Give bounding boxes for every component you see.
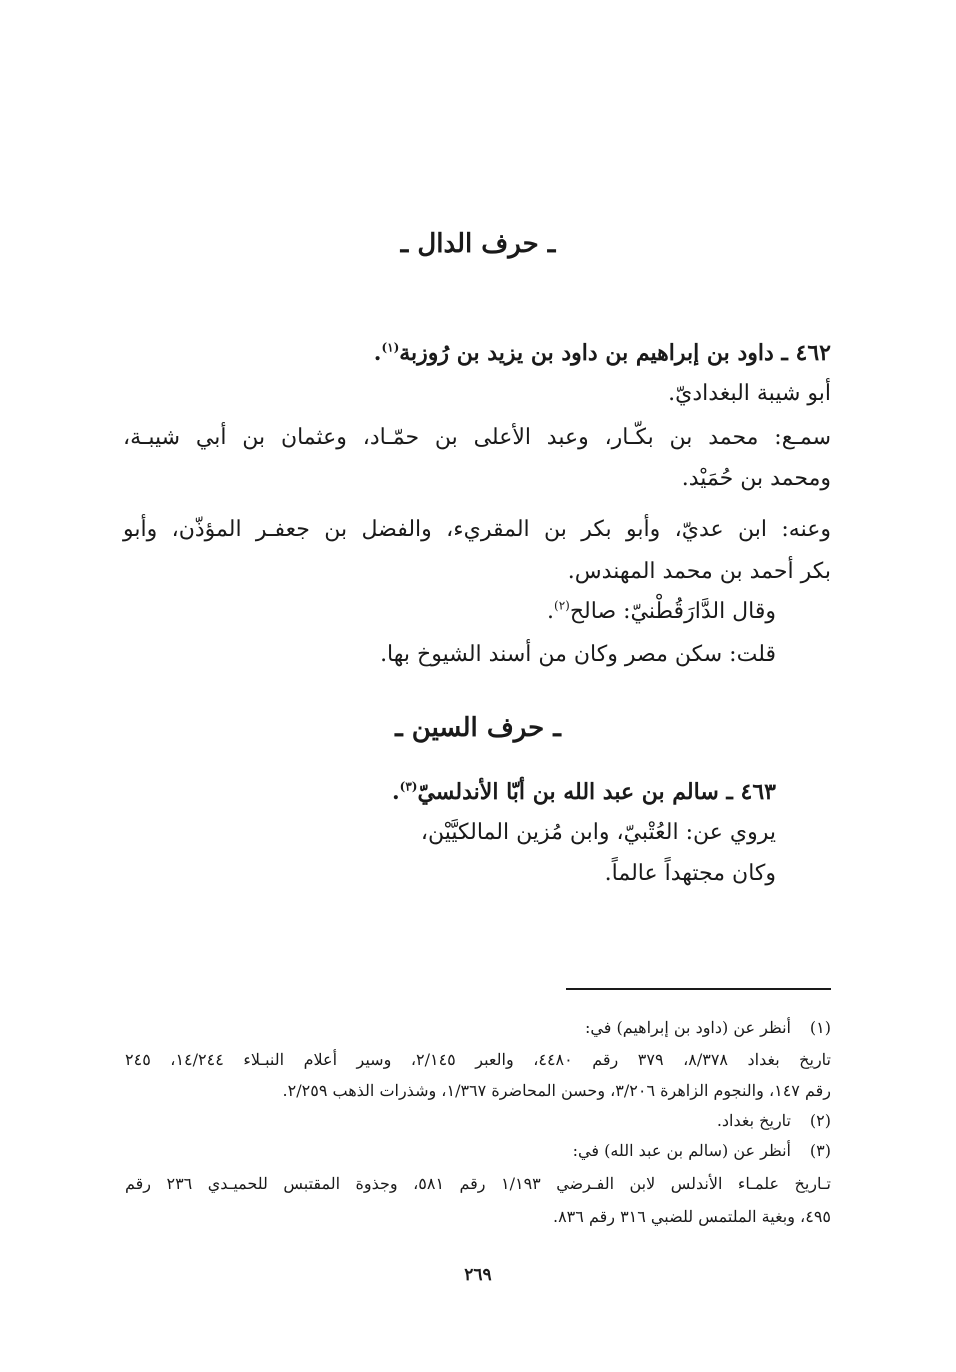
entry-463-description: وكان مجتهداً عالماً. xyxy=(604,861,776,886)
footnote-2-text: تاريخ بغداد. xyxy=(716,1111,791,1130)
entry-463-teachers: يروي عن: العُتْبيّ، وابن مُزين المالكيَّيْن، xyxy=(420,820,776,845)
footnote-1-line2: رقم ١٤٧، والنجوم الزاهرة ٣/٢٠٦، وحسن المحاضرة ١/٣٦٧، وشذرات الذهب ٢/٢٥٩. xyxy=(282,1081,831,1100)
entry-463-head-end: . xyxy=(391,779,400,805)
footnote-3-line1: تـاريخ علمـاء الأندلس لابن الفـرضي ١/١٩٣ رقم ٥٨١، وجذوة المقتبس للحميـدي ٢٣٦ رقم xyxy=(125,1174,832,1193)
entry-462-head-end: . xyxy=(373,340,382,366)
entry-462-name: ٤٦٢ ـ داود بن إبراهيم بن داود بن يزيد بن رُوزبة xyxy=(399,340,831,366)
footnote-1-number: (١) xyxy=(809,1018,831,1037)
footnote-1-line1: تاريخ بغداد ٨/٣٧٨، ٣٧٩ رقم ٤٤٨٠، والعبر ٢/١٤٥، وسير أعلام النبـلاء ١٤/٢٤٤، ٢٤٥ xyxy=(125,1050,831,1069)
footnote-2-number: (٢) xyxy=(809,1111,831,1130)
footnote-3-line2: ٤٩٥، وبغية الملتمس للضبي ٣١٦ رقم ٨٣٦. xyxy=(552,1207,831,1226)
section-title-sin: ـ حرف السين ـ xyxy=(395,713,561,743)
entry-462-students-line2: بكر أحمد بن محمد المهندس. xyxy=(567,559,831,584)
footnote-ref-1: (١) xyxy=(381,340,400,355)
entry-463-name: ٤٦٣ ـ سالم بن عبد الله بن أبّا الأندلسيّ xyxy=(417,779,776,805)
footnote-separator xyxy=(566,988,831,990)
footnote-3-number: (٣) xyxy=(809,1141,831,1160)
entry-462-head xyxy=(374,335,831,371)
footnote-3-head xyxy=(573,1137,831,1165)
entry-463-head xyxy=(392,774,776,810)
footnote-1-head xyxy=(585,1014,831,1042)
footnote-1-intro: أنظر عن (داود بن إبراهيم) في: xyxy=(584,1018,791,1037)
footnote-2 xyxy=(717,1107,831,1135)
entry-462-note: قلت: سكن مصر وكان من أسند الشيوخ بها. xyxy=(380,642,776,667)
entry-462-kunya: أبو شيبة البغداديّ. xyxy=(668,381,831,406)
entry-462-daraqutni xyxy=(547,594,776,630)
daraqutni-text: وقال الدَّارَقُطْنيّ: صالح xyxy=(569,599,776,624)
entry-462-teachers-line2: ومحمد بن حُمَيْد. xyxy=(681,466,831,491)
page-number: ٢٦٩ xyxy=(464,1265,492,1285)
entry-462-teachers-line1: سمـع: محمد بن بكّـار، وعبد الأعلى بن حمّـاد، وعثمان بن أبي شيبـة، xyxy=(123,425,831,450)
footnote-ref-3: (٣) xyxy=(399,779,418,794)
section-title-dal: ـ حرف الدال ـ xyxy=(400,229,556,259)
entry-462-students-line1: وعنه: ابن عديّ، وأبو بكر بن المقريء، والفضل بن جعفـر المؤذّن، وأبو xyxy=(123,517,831,542)
footnote-3-intro: أنظر عن (سالم بن عبد الله) في: xyxy=(572,1141,791,1160)
daraqutni-end: . xyxy=(547,599,555,624)
footnote-ref-2: (٢) xyxy=(554,598,570,613)
